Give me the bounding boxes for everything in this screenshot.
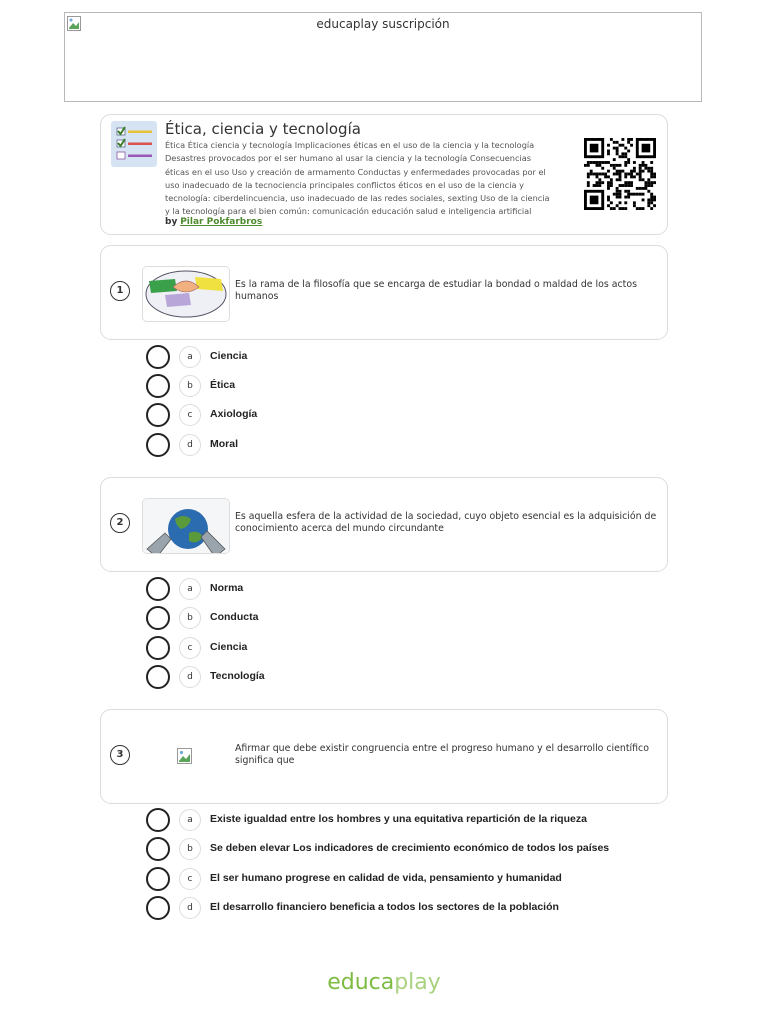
option-letter: b (179, 375, 201, 397)
option-letter: c (179, 637, 201, 659)
option-letter: b (179, 607, 201, 629)
question-number: 2 (110, 513, 130, 533)
option-letter: c (179, 868, 201, 890)
answer-option-2c[interactable] (146, 636, 666, 660)
option-letter: a (179, 578, 201, 600)
option-text: Axiología (210, 408, 258, 420)
answer-option-2a[interactable] (146, 577, 666, 601)
answer-option-3b[interactable] (146, 837, 666, 861)
checklist-icon (111, 121, 157, 167)
author-link[interactable]: Pilar Pokfarbros (180, 217, 263, 227)
radio-circle[interactable] (146, 837, 170, 861)
radio-circle[interactable] (146, 896, 170, 920)
option-text: Ciencia (210, 641, 248, 653)
author-line (165, 217, 262, 227)
radio-circle[interactable] (146, 867, 170, 891)
question-card-2 (100, 477, 668, 572)
radio-circle[interactable] (146, 403, 170, 427)
question-text: Afirmar que debe existir congruencia entre el progreso humano y el desarrollo científico significa que (235, 743, 649, 766)
educaplay-logo[interactable] (0, 970, 768, 995)
by-label: by (165, 217, 178, 227)
question-card-1 (100, 245, 668, 340)
option-letter: d (179, 897, 201, 919)
radio-circle[interactable] (146, 636, 170, 660)
question-text: Es la rama de la filosofía que se encarga de estudiar la bondad o maldad de los actos humanos (235, 279, 637, 302)
radio-circle[interactable] (146, 808, 170, 832)
radio-circle[interactable] (146, 433, 170, 457)
answer-option-3a[interactable] (146, 808, 666, 832)
option-letter: a (179, 346, 201, 368)
option-text: Moral (210, 438, 239, 450)
question-number: 1 (110, 281, 130, 301)
question-number: 3 (110, 745, 130, 765)
robot-hands-globe-illustration (142, 498, 230, 554)
banner-text: educaplay suscripción (316, 17, 450, 31)
option-letter: b (179, 838, 201, 860)
option-letter: a (179, 809, 201, 831)
answer-option-2b[interactable] (146, 606, 666, 630)
broken-image-icon (177, 748, 193, 764)
question-card-3 (100, 709, 668, 804)
radio-circle[interactable] (146, 345, 170, 369)
radio-circle[interactable] (146, 577, 170, 601)
answer-option-3c[interactable] (146, 867, 666, 891)
answer-option-2d[interactable] (146, 665, 666, 689)
question-text: Es aquella esfera de la actividad de la sociedad, cuyo objeto esencial es la adquisición de conocimiento acerca del mundo circundante (235, 511, 657, 534)
subscription-banner[interactable] (64, 12, 702, 102)
activity-description: Ética Ética ciencia y tecnología Implicaciones éticas en el uso de la ciencia y la tecnología Desastres provocados por el ser humano al usar la ciencia y la tecnología Consecuencias éticas en el uso Uso y creación de armamento Conductas y enfermedades provocadas por el uso inadecuado de la tecnociencia principales conflictos éticos en el uso de la ciencia y tecnología: ciberdelincuencia, uso inadecuado de las redes sociales, sexting Uso de la ciencia y la tecnología para el bien común: comunicación educación salud e inteligencia artificial (165, 140, 550, 217)
answer-option-1d[interactable] (146, 433, 666, 457)
option-letter: d (179, 666, 201, 688)
answer-option-3d[interactable] (146, 896, 666, 920)
answer-option-1a[interactable] (146, 345, 666, 369)
answer-option-1c[interactable] (146, 403, 666, 427)
handshake-illustration (142, 266, 230, 322)
option-text: Ética (210, 379, 236, 391)
option-text: Existe igualdad entre los hombres y una equitativa repartición de la riqueza (210, 813, 587, 825)
option-letter: d (179, 434, 201, 456)
option-text: El ser humano progrese en calidad de vida, pensamiento y humanidad (210, 872, 562, 884)
activity-title: Ética, ciencia y tecnología (165, 120, 361, 138)
radio-circle[interactable] (146, 374, 170, 398)
option-text: El desarrollo financiero beneficia a todos los sectores de la población (210, 901, 559, 913)
logo-part-educa: educa (327, 970, 395, 995)
radio-circle[interactable] (146, 665, 170, 689)
option-text: Norma (210, 582, 244, 594)
option-text: Tecnología (210, 670, 265, 682)
radio-circle[interactable] (146, 606, 170, 630)
qr-code-icon[interactable] (584, 138, 656, 210)
option-text: Ciencia (210, 350, 248, 362)
option-text: Conducta (210, 611, 259, 623)
logo-part-play: play (394, 970, 441, 995)
activity-header-card (100, 114, 668, 235)
option-letter: c (179, 404, 201, 426)
option-text: Se deben elevar Los indicadores de crecimiento económico de todos los países (210, 842, 610, 854)
answer-option-1b[interactable] (146, 374, 666, 398)
